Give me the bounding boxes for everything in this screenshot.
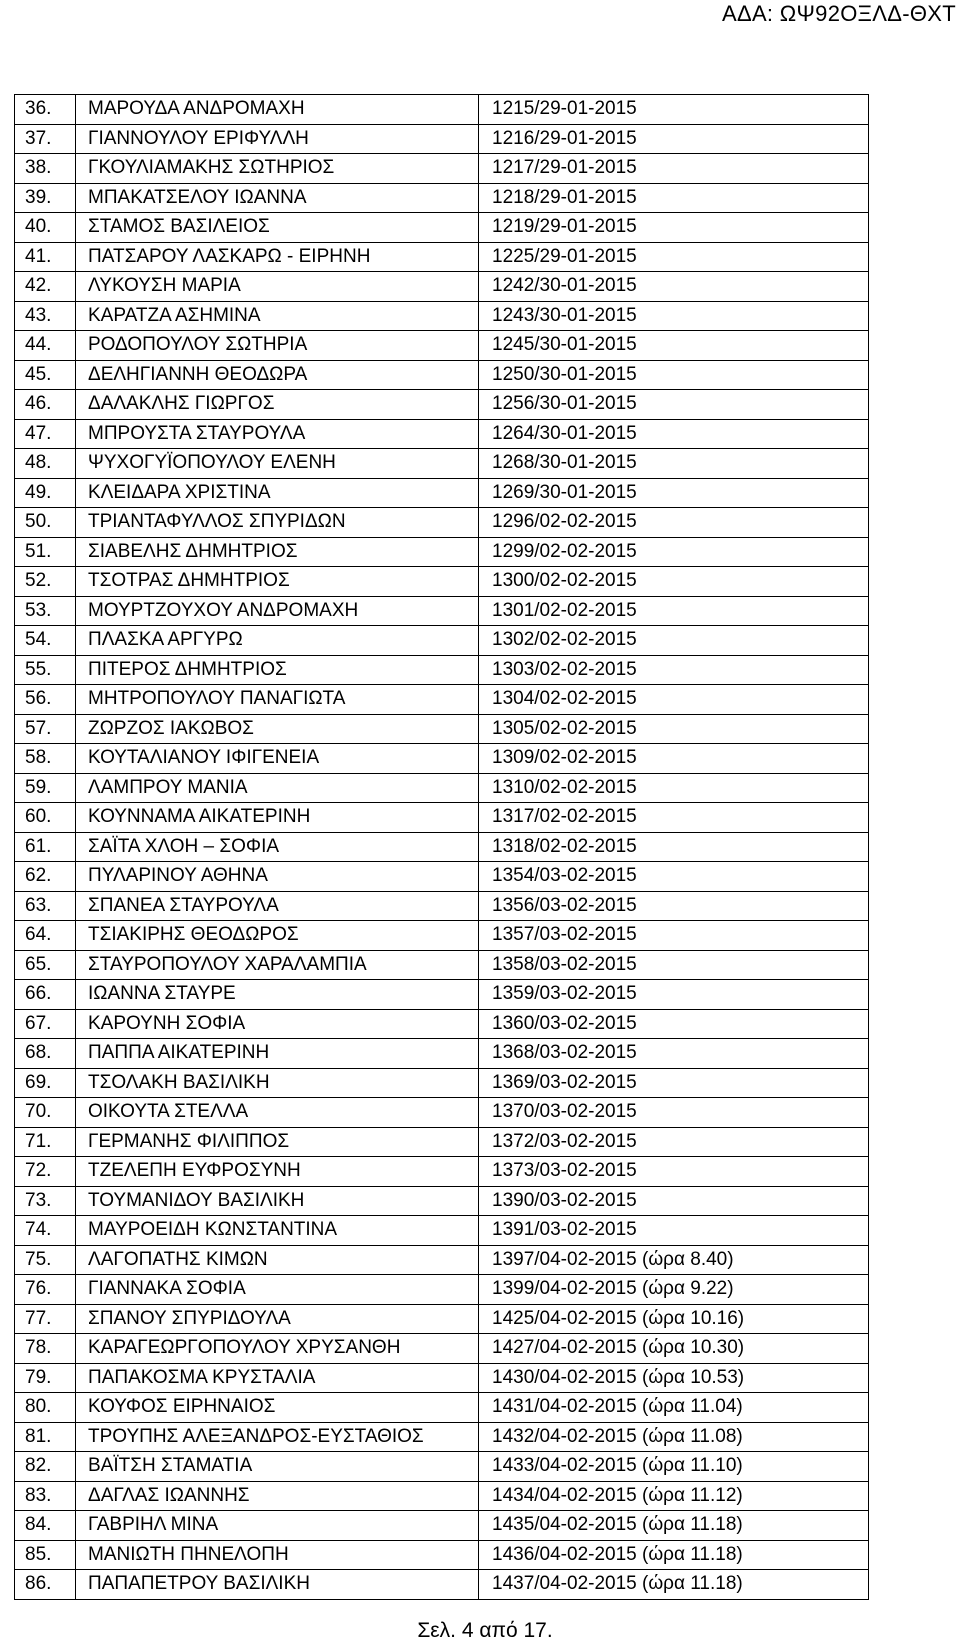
applicant-name: ΜΠΡΟΥΣΤΑ ΣΤΑΥΡΟΥΛΑ bbox=[76, 419, 479, 449]
table-row bbox=[15, 980, 869, 1010]
row-number: 59. bbox=[15, 773, 76, 803]
row-number: 56. bbox=[15, 685, 76, 715]
table-row bbox=[15, 685, 869, 715]
applicant-name: ΓΙΑΝΝΑΚΑ ΣΟΦΙΑ bbox=[76, 1275, 479, 1305]
table-row bbox=[15, 1540, 869, 1570]
protocol-number: 1309/02-02-2015 bbox=[479, 744, 869, 774]
table-row bbox=[15, 1127, 869, 1157]
table-row bbox=[15, 921, 869, 951]
applicant-name: ΤΡΟΥΠΗΣ ΑΛΕΞΑΝΔΡΟΣ-ΕΥΣΤΑΘΙΟΣ bbox=[76, 1422, 479, 1452]
protocol-number: 1305/02-02-2015 bbox=[479, 714, 869, 744]
row-number: 77. bbox=[15, 1304, 76, 1334]
applicant-name: ΓΚΟΥΛΙΑΜΑΚΗΣ ΣΩΤΗΡΙΟΣ bbox=[76, 154, 479, 184]
row-number: 71. bbox=[15, 1127, 76, 1157]
table-row bbox=[15, 1304, 869, 1334]
protocol-number: 1354/03-02-2015 bbox=[479, 862, 869, 892]
table-row bbox=[15, 95, 869, 125]
row-number: 43. bbox=[15, 301, 76, 331]
table-row bbox=[15, 1422, 869, 1452]
row-number: 64. bbox=[15, 921, 76, 951]
applicant-name: ΣΤΑΜΟΣ ΒΑΣΙΛΕΙΟΣ bbox=[76, 213, 479, 243]
applicant-name: ΠΑΠΑΚΟΣΜΑ ΚΡΥΣΤΑΛΙΑ bbox=[76, 1363, 479, 1393]
row-number: 85. bbox=[15, 1540, 76, 1570]
table-row bbox=[15, 1570, 869, 1600]
row-number: 51. bbox=[15, 537, 76, 567]
table-row bbox=[15, 832, 869, 862]
applicant-name: ΛΑΜΠΡΟΥ ΜΑΝΙΑ bbox=[76, 773, 479, 803]
applicant-name: ΠΥΛΑΡΙΝΟΥ ΑΘΗΝΑ bbox=[76, 862, 479, 892]
applicant-name: ΜΑΡΟΥΔΑ ΑΝΔΡΟΜΑΧΗ bbox=[76, 95, 479, 125]
applicant-name: ΓΕΡΜΑΝΗΣ ΦΙΛΙΠΠΟΣ bbox=[76, 1127, 479, 1157]
protocol-number: 1369/03-02-2015 bbox=[479, 1068, 869, 1098]
row-number: 63. bbox=[15, 891, 76, 921]
applicant-name: ΙΩΑΝΝΑ ΣΤΑΥΡΕ bbox=[76, 980, 479, 1010]
table-row bbox=[15, 862, 869, 892]
table-row bbox=[15, 419, 869, 449]
row-number: 66. bbox=[15, 980, 76, 1010]
table-row bbox=[15, 508, 869, 538]
row-number: 70. bbox=[15, 1098, 76, 1128]
protocol-number: 1431/04-02-2015 (ώρα 11.04) bbox=[479, 1393, 869, 1423]
applicant-name: ΚΑΡΟΥΝΗ ΣΟΦΙΑ bbox=[76, 1009, 479, 1039]
row-number: 86. bbox=[15, 1570, 76, 1600]
applicant-name: ΣΙΑΒΕΛΗΣ ΔΗΜΗΤΡΙΟΣ bbox=[76, 537, 479, 567]
table-row bbox=[15, 626, 869, 656]
row-number: 76. bbox=[15, 1275, 76, 1305]
applicant-name: ΠΑΠΑΠΕΤΡΟΥ ΒΑΣΙΛΙΚΗ bbox=[76, 1570, 479, 1600]
row-number: 73. bbox=[15, 1186, 76, 1216]
protocol-number: 1434/04-02-2015 (ώρα 11.12) bbox=[479, 1481, 869, 1511]
table-row bbox=[15, 213, 869, 243]
protocol-number: 1256/30-01-2015 bbox=[479, 390, 869, 420]
row-number: 82. bbox=[15, 1452, 76, 1482]
row-number: 37. bbox=[15, 124, 76, 154]
protocol-number: 1302/02-02-2015 bbox=[479, 626, 869, 656]
applicant-name: ΣΠΑΝΕΑ ΣΤΑΥΡΟΥΛΑ bbox=[76, 891, 479, 921]
protocol-number: 1433/04-02-2015 (ώρα 11.10) bbox=[479, 1452, 869, 1482]
protocol-number: 1432/04-02-2015 (ώρα 11.08) bbox=[479, 1422, 869, 1452]
protocol-number: 1250/30-01-2015 bbox=[479, 360, 869, 390]
applicant-name: ΚΑΡΑΓΕΩΡΓΟΠΟΥΛΟΥ ΧΡΥΣΑΝΘΗ bbox=[76, 1334, 479, 1364]
row-number: 74. bbox=[15, 1216, 76, 1246]
row-number: 79. bbox=[15, 1363, 76, 1393]
table-row bbox=[15, 449, 869, 479]
applicant-name: ΔΕΛΗΓΙΑΝΝΗ ΘΕΟΔΩΡΑ bbox=[76, 360, 479, 390]
row-number: 46. bbox=[15, 390, 76, 420]
row-number: 48. bbox=[15, 449, 76, 479]
row-number: 41. bbox=[15, 242, 76, 272]
applicant-name: ΣΤΑΥΡΟΠΟΥΛΟΥ ΧΑΡΑΛΑΜΠΙΑ bbox=[76, 950, 479, 980]
applicant-name: ΠΙΤΕΡΟΣ ΔΗΜΗΤΡΙΟΣ bbox=[76, 655, 479, 685]
row-number: 69. bbox=[15, 1068, 76, 1098]
protocol-number: 1430/04-02-2015 (ώρα 10.53) bbox=[479, 1363, 869, 1393]
row-number: 50. bbox=[15, 508, 76, 538]
applicant-name: ΠΑΤΣΑΡΟΥ ΛΑΣΚΑΡΩ - ΕΙΡΗΝΗ bbox=[76, 242, 479, 272]
table-row bbox=[15, 596, 869, 626]
protocol-number: 1268/30-01-2015 bbox=[479, 449, 869, 479]
applicant-name: ΜΑΝΙΩΤΗ ΠΗΝΕΛΟΠΗ bbox=[76, 1540, 479, 1570]
protocol-number: 1370/03-02-2015 bbox=[479, 1098, 869, 1128]
table-row bbox=[15, 154, 869, 184]
table-row bbox=[15, 1009, 869, 1039]
table-row bbox=[15, 390, 869, 420]
applicant-name: ΜΟΥΡΤΖΟΥΧΟΥ ΑΝΔΡΟΜΑΧΗ bbox=[76, 596, 479, 626]
applicant-name: ΚΟΥΦΟΣ ΕΙΡΗΝΑΙΟΣ bbox=[76, 1393, 479, 1423]
row-number: 55. bbox=[15, 655, 76, 685]
applicant-name: ΛΑΓΟΠΑΤΗΣ ΚΙΜΩΝ bbox=[76, 1245, 479, 1275]
table-row bbox=[15, 331, 869, 361]
table-row bbox=[15, 183, 869, 213]
applicant-name: ΤΣΟΤΡΑΣ ΔΗΜΗΤΡΙΟΣ bbox=[76, 567, 479, 597]
protocol-number: 1397/04-02-2015 (ώρα 8.40) bbox=[479, 1245, 869, 1275]
table-row bbox=[15, 1039, 869, 1069]
row-number: 62. bbox=[15, 862, 76, 892]
protocol-number: 1437/04-02-2015 (ώρα 11.18) bbox=[479, 1570, 869, 1600]
table-row bbox=[15, 773, 869, 803]
protocol-number: 1317/02-02-2015 bbox=[479, 803, 869, 833]
applicant-name: ΤΖΕΛΕΠΗ ΕΥΦΡΟΣΥΝΗ bbox=[76, 1157, 479, 1187]
protocol-number: 1304/02-02-2015 bbox=[479, 685, 869, 715]
ada-code-header: ΑΔΑ: ΩΨ92ΟΞΛΔ-ΘΧΤ bbox=[721, 1, 956, 26]
protocol-number: 1391/03-02-2015 bbox=[479, 1216, 869, 1246]
table-row bbox=[15, 124, 869, 154]
protocol-number: 1242/30-01-2015 bbox=[479, 272, 869, 302]
protocol-number: 1425/04-02-2015 (ώρα 10.16) bbox=[479, 1304, 869, 1334]
protocol-number: 1296/02-02-2015 bbox=[479, 508, 869, 538]
row-number: 36. bbox=[15, 95, 76, 125]
applicant-name: ΤΣΙΑΚΙΡΗΣ ΘΕΟΔΩΡΟΣ bbox=[76, 921, 479, 951]
row-number: 54. bbox=[15, 626, 76, 656]
protocol-number: 1245/30-01-2015 bbox=[479, 331, 869, 361]
row-number: 60. bbox=[15, 803, 76, 833]
table-row bbox=[15, 1481, 869, 1511]
row-number: 78. bbox=[15, 1334, 76, 1364]
table-row bbox=[15, 567, 869, 597]
row-number: 72. bbox=[15, 1157, 76, 1187]
table-row bbox=[15, 478, 869, 508]
table-row bbox=[15, 1363, 869, 1393]
applicant-name: ΜΠΑΚΑΤΣΕΛΟΥ ΙΩΑΝΝΑ bbox=[76, 183, 479, 213]
applicant-name: ΓΙΑΝΝΟΥΛΟΥ ΕΡΙΦΥΛΛΗ bbox=[76, 124, 479, 154]
protocol-number: 1219/29-01-2015 bbox=[479, 213, 869, 243]
table-row bbox=[15, 655, 869, 685]
row-number: 52. bbox=[15, 567, 76, 597]
protocol-number: 1225/29-01-2015 bbox=[479, 242, 869, 272]
protocol-number: 1299/02-02-2015 bbox=[479, 537, 869, 567]
table-row bbox=[15, 1068, 869, 1098]
protocol-number: 1310/02-02-2015 bbox=[479, 773, 869, 803]
applicants-table-body bbox=[15, 95, 869, 1600]
table-row bbox=[15, 1393, 869, 1423]
table-row bbox=[15, 803, 869, 833]
protocol-number: 1300/02-02-2015 bbox=[479, 567, 869, 597]
applicant-name: ΚΛΕΙΔΑΡΑ ΧΡΙΣΤΙΝΑ bbox=[76, 478, 479, 508]
row-number: 81. bbox=[15, 1422, 76, 1452]
row-number: 67. bbox=[15, 1009, 76, 1039]
protocol-number: 1216/29-01-2015 bbox=[479, 124, 869, 154]
protocol-number: 1357/03-02-2015 bbox=[479, 921, 869, 951]
page-footer bbox=[0, 1618, 960, 1644]
row-number: 61. bbox=[15, 832, 76, 862]
applicant-name: ΜΑΥΡΟΕΙΔΗ ΚΩΝΣΤΑΝΤΙΝΑ bbox=[76, 1216, 479, 1246]
protocol-number: 1368/03-02-2015 bbox=[479, 1039, 869, 1069]
table-row bbox=[15, 272, 869, 302]
applicant-name: ΨΥΧΟΓΥΪΟΠΟΥΛΟΥ ΕΛΕΝΗ bbox=[76, 449, 479, 479]
row-number: 40. bbox=[15, 213, 76, 243]
row-number: 80. bbox=[15, 1393, 76, 1423]
table-row bbox=[15, 1452, 869, 1482]
row-number: 57. bbox=[15, 714, 76, 744]
table-row bbox=[15, 1216, 869, 1246]
table-row bbox=[15, 891, 869, 921]
row-number: 38. bbox=[15, 154, 76, 184]
protocol-number: 1360/03-02-2015 bbox=[479, 1009, 869, 1039]
table-row bbox=[15, 1275, 869, 1305]
row-number: 42. bbox=[15, 272, 76, 302]
table-row bbox=[15, 1334, 869, 1364]
applicant-name: ΤΟΥΜΑΝΙΔΟΥ ΒΑΣΙΛΙΚΗ bbox=[76, 1186, 479, 1216]
table-row bbox=[15, 242, 869, 272]
protocol-number: 1372/03-02-2015 bbox=[479, 1127, 869, 1157]
table-row bbox=[15, 744, 869, 774]
row-number: 44. bbox=[15, 331, 76, 361]
table-row bbox=[15, 950, 869, 980]
applicant-name: ΤΣΟΛΑΚΗ ΒΑΣΙΛΙΚΗ bbox=[76, 1068, 479, 1098]
row-number: 53. bbox=[15, 596, 76, 626]
protocol-number: 1217/29-01-2015 bbox=[479, 154, 869, 184]
table-row bbox=[15, 360, 869, 390]
row-number: 45. bbox=[15, 360, 76, 390]
protocol-number: 1215/29-01-2015 bbox=[479, 95, 869, 125]
protocol-number: 1269/30-01-2015 bbox=[479, 478, 869, 508]
applicant-name: ΓΑΒΡΙΗΛ ΜΙΝΑ bbox=[76, 1511, 479, 1541]
protocol-number: 1390/03-02-2015 bbox=[479, 1186, 869, 1216]
applicant-name: ΚΑΡΑΤΖΑ ΑΣΗΜΙΝΑ bbox=[76, 301, 479, 331]
applicant-name: ΣΠΑΝΟΥ ΣΠΥΡΙΔΟΥΛΑ bbox=[76, 1304, 479, 1334]
protocol-number: 1318/02-02-2015 bbox=[479, 832, 869, 862]
protocol-number: 1359/03-02-2015 bbox=[479, 980, 869, 1010]
protocol-number: 1264/30-01-2015 bbox=[479, 419, 869, 449]
table-row bbox=[15, 1186, 869, 1216]
protocol-number: 1373/03-02-2015 bbox=[479, 1157, 869, 1187]
protocol-number: 1436/04-02-2015 (ώρα 11.18) bbox=[479, 1540, 869, 1570]
applicant-name: ΔΑΛΑΚΛΗΣ ΓΙΩΡΓΟΣ bbox=[76, 390, 479, 420]
protocol-number: 1301/02-02-2015 bbox=[479, 596, 869, 626]
applicant-name: ΠΑΠΠΑ ΑΙΚΑΤΕΡΙΝΗ bbox=[76, 1039, 479, 1069]
row-number: 47. bbox=[15, 419, 76, 449]
protocol-number: 1435/04-02-2015 (ώρα 11.18) bbox=[479, 1511, 869, 1541]
row-number: 83. bbox=[15, 1481, 76, 1511]
applicant-name: ΛΥΚΟΥΣΗ ΜΑΡΙΑ bbox=[76, 272, 479, 302]
protocol-number: 1356/03-02-2015 bbox=[479, 891, 869, 921]
page-number: Σελ. 4 από 17. bbox=[417, 1619, 553, 1642]
protocol-number: 1358/03-02-2015 bbox=[479, 950, 869, 980]
applicant-name: ΖΩΡΖΟΣ ΙΑΚΩΒΟΣ bbox=[76, 714, 479, 744]
applicant-name: ΒΑΪΤΣΗ ΣΤΑΜΑΤΙΑ bbox=[76, 1452, 479, 1482]
table-row bbox=[15, 301, 869, 331]
table-row bbox=[15, 1511, 869, 1541]
row-number: 39. bbox=[15, 183, 76, 213]
applicant-name: ΣΑΪΤΑ ΧΛΟΗ – ΣΟΦΙΑ bbox=[76, 832, 479, 862]
table-row bbox=[15, 714, 869, 744]
applicant-name: ΜΗΤΡΟΠΟΥΛΟΥ ΠΑΝΑΓΙΩΤΑ bbox=[76, 685, 479, 715]
applicant-name: ΔΑΓΛΑΣ ΙΩΑΝΝΗΣ bbox=[76, 1481, 479, 1511]
row-number: 68. bbox=[15, 1039, 76, 1069]
protocol-number: 1243/30-01-2015 bbox=[479, 301, 869, 331]
protocol-number: 1218/29-01-2015 bbox=[479, 183, 869, 213]
applicants-table bbox=[14, 94, 869, 1600]
row-number: 49. bbox=[15, 478, 76, 508]
applicant-name: ΟΙΚΟΥΤΑ ΣΤΕΛΛΑ bbox=[76, 1098, 479, 1128]
applicant-name: ΚΟΥΤΑΛΙΑΝΟΥ ΙΦΙΓΕΝΕΙΑ bbox=[76, 744, 479, 774]
applicant-name: ΠΛΑΣΚΑ ΑΡΓΥΡΩ bbox=[76, 626, 479, 656]
row-number: 65. bbox=[15, 950, 76, 980]
protocol-number: 1399/04-02-2015 (ώρα 9.22) bbox=[479, 1275, 869, 1305]
applicant-name: ΚΟΥΝΝΑΜΑ ΑΙΚΑΤΕΡΙΝΗ bbox=[76, 803, 479, 833]
protocol-number: 1303/02-02-2015 bbox=[479, 655, 869, 685]
applicant-name: ΡΟΔΟΠΟΥΛΟΥ ΣΩΤΗΡΙΑ bbox=[76, 331, 479, 361]
row-number: 84. bbox=[15, 1511, 76, 1541]
table-row bbox=[15, 1157, 869, 1187]
row-number: 75. bbox=[15, 1245, 76, 1275]
protocol-number: 1427/04-02-2015 (ώρα 10.30) bbox=[479, 1334, 869, 1364]
table-row bbox=[15, 537, 869, 567]
table-row bbox=[15, 1245, 869, 1275]
table-row bbox=[15, 1098, 869, 1128]
row-number: 58. bbox=[15, 744, 76, 774]
applicant-name: ΤΡΙΑΝΤΑΦΥΛΛΟΣ ΣΠΥΡΙΔΩΝ bbox=[76, 508, 479, 538]
